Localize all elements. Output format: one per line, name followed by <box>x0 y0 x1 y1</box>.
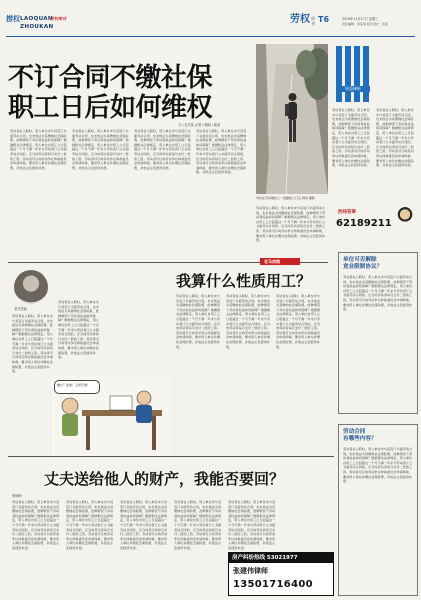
ad-phone: 13501716400 <box>233 579 313 590</box>
masthead <box>0 0 421 40</box>
vertical-tag: 权益倾听 <box>336 86 370 92</box>
side-qa1-title-1: 单位可否解除 <box>343 257 377 263</box>
hotline-box <box>336 206 416 246</box>
section-label: 劳权 <box>290 14 310 25</box>
article3-col-2: 劳动者在入职时，用人单位未与其签订书面劳动合同，也未依法为其缴纳社会保险费，此种情况下劳动者权益如何保障？根据相关法律规定，用人单位自用工之日起超过一个月不满一年未与劳动者订立书面劳动合同的，应当向劳动者每月支付二倍的工资。劳动者可以向劳动争议仲裁委员会申请仲裁，要求用人单位补缴社会保险费，并依法主张经济补偿。 <box>66 500 114 550</box>
hotline-label: 热线答事 <box>338 210 356 215</box>
section-sub: 周刊 <box>311 16 315 26</box>
blue-stripe-4 <box>363 46 369 102</box>
brand-en-line1: LAOQUAN <box>20 16 53 22</box>
ad-header <box>229 553 333 563</box>
article2-author: 老马答疑 <box>14 307 27 311</box>
author-portrait <box>14 270 48 304</box>
headline-line1: 不订合同不缴社保 <box>8 63 213 93</box>
side-qa2-box <box>338 424 418 596</box>
street-photo-art <box>256 44 328 194</box>
cartoon-illustration <box>52 376 170 456</box>
brand-logo <box>6 15 66 37</box>
section-title <box>290 14 350 28</box>
editor-line: 责任编辑：李某某 版式设计：张某 <box>342 22 388 26</box>
headline-line2: 职工日后如何维权 <box>8 93 213 123</box>
article3-title: 丈夫送给他人的财产，我能否要回？ <box>44 470 285 488</box>
right-article-col-2: 劳动者在入职时，用人单位未与其签订书面劳动合同，也未依法为其缴纳社会保险费，此种情况下劳动者权益如何保障？根据相关法律规定，用人单位自用工之日起超过一个月不满一年未与劳动者订立书面劳动合同的，应当向劳动者每月支付二倍的工资。劳动者可以向劳动争议仲裁委员会申请仲裁，要求用人单位补缴社会保险费，并依法主张经济补偿。 <box>376 108 414 168</box>
side-qa1-title-2: 竞业限制协议？ <box>343 264 383 270</box>
ad-brand: 张建伟律师 <box>233 567 268 575</box>
cartoon-bubble-text: 嫌少？拒绝！合同无效！ <box>57 383 91 387</box>
side-qa1-body: 劳动者在入职时，用人单位未与其签订书面劳动合同，也未依法为其缴纳社会保险费，此种情况下劳动者权益如何保障？根据相关法律规定，用人单位自用工之日起超过一个月不满一年未与劳动者订立书面劳动合同的，应当向劳动者每月支付二倍的工资。劳动者可以向劳动争议仲裁委员会申请仲裁，要求用人单位补缴社会保险费，并依法主张经济补偿。 <box>343 275 413 312</box>
street-photo <box>256 44 328 194</box>
lead-article-col-1: 劳动者在入职时，用人单位未与其签订书面劳动合同，也未依法为其缴纳社会保险费，此种情况下劳动者权益如何保障？根据相关法律规定，用人单位自用工之日起超过一个月不满一年未与劳动者订立书面劳动合同的，应当向劳动者每月支付二倍的工资。劳动者可以向劳动争议仲裁委员会申请仲裁，要求用人单位补缴社会保险费，并依法主张经济补偿。 <box>10 129 67 170</box>
blue-stripe-3 <box>354 46 360 102</box>
side-qa1-box <box>338 252 418 414</box>
article2-col-1: 劳动者在入职时，用人单位未与其签订书面劳动合同，也未依法为其缴纳社会保险费，此种情况下劳动者权益如何保障？根据相关法律规定，用人单位自用工之日起超过一个月不满一年未与劳动者订立书面劳动合同的，应当向劳动者每月支付二倍的工资。劳动者可以向劳动争议仲裁委员会申请仲裁，要求用人单位补缴社会保险费，并依法主张经济补偿。 <box>12 314 53 374</box>
photo-side-text: 劳动者在入职时，用人单位未与其签订书面劳动合同，也未依法为其缴纳社会保险费，此种情况下劳动者权益如何保障？根据相关法律规定，用人单位自用工之日起超过一个月不满一年未与劳动者订立书面劳动合同的，应当向劳动者每月支付二倍的工资。劳动者可以向劳动争议仲裁委员会申请仲裁，要求用人单位补缴社会保险费，并依法主张经济补偿。 <box>256 206 326 243</box>
brand-cn: 捞权 <box>6 15 20 23</box>
headline-block <box>8 64 248 124</box>
article3-col-1: 劳动者在入职时，用人单位未与其签订书面劳动合同，也未依法为其缴纳社会保险费，此种情况下劳动者权益如何保障？根据相关法律规定，用人单位自用工之日起超过一个月不满一年未与劳动者订立书面劳动合同的，应当向劳动者每月支付二倍的工资。劳动者可以向劳动争议仲裁委员会申请仲裁，要求用人单位补缴社会保险费，并依法主张经济补偿。 <box>12 500 60 550</box>
blue-stripe-2 <box>345 46 351 102</box>
bottom-rule <box>8 456 334 457</box>
article3-col-3: 劳动者在入职时，用人单位未与其签订书面劳动合同，也未依法为其缴纳社会保险费，此种情况下劳动者权益如何保障？根据相关法律规定，用人单位自用工之日起超过一个月不满一年未与劳动者订立书面劳动合同的，应当向劳动者每月支付二倍的工资。劳动者可以向劳动争议仲裁委员会申请仲裁，要求用人单位补缴社会保险费，并依法主张经济补偿。 <box>120 500 168 550</box>
brand-red-seal: 劳权周刊 <box>50 16 66 21</box>
lead-article-col-2: 劳动者在入职时，用人单位未与其签订书面劳动合同，也未依法为其缴纳社会保险费，此种情况下劳动者权益如何保障？根据相关法律规定，用人单位自用工之日起超过一个月不满一年未与劳动者订立书面劳动合同的，应当向劳动者每月支付二倍的工资。劳动者可以向劳动争议仲裁委员会申请仲裁，要求用人单位补缴社会保险费，并依法主张经济补偿。 <box>72 129 129 170</box>
hotline-number: 62189211 <box>336 218 392 229</box>
brand-en-line2: ZHOUKAN <box>20 24 54 30</box>
masthead-rule <box>6 36 415 37</box>
hotline-mascot <box>396 206 414 230</box>
article3-col-5: 劳动者在入职时，用人单位未与其签订书面劳动合同，也未依法为其缴纳社会保险费，此种情况下劳动者权益如何保障？根据相关法律规定，用人单位自用工之日起超过一个月不满一年未与劳动者订立书面劳动合同的，应当向劳动者每月支付二倍的工资。劳动者可以向劳动争议仲裁委员会申请仲裁，要求用人单位补缴社会保险费，并依法主张经济补偿。 <box>228 500 276 550</box>
lead-article-col-3: 劳动者在入职时，用人单位未与其签订书面劳动合同，也未依法为其缴纳社会保险费，此种情况下劳动者权益如何保障？根据相关法律规定，用人单位自用工之日起超过一个月不满一年未与劳动者订立书面劳动合同的，应当向劳动者每月支付二倍的工资。劳动者可以向劳动争议仲裁委员会申请仲裁，要求用人单位补缴社会保险费，并依法主张经济补偿。 <box>134 129 191 170</box>
date-line: 2019年11月27日 星期三 <box>342 17 379 21</box>
side-qa2-body: 劳动者在入职时，用人单位未与其签订书面劳动合同，也未依法为其缴纳社会保险费，此种情况下劳动者权益如何保障？根据相关法律规定，用人单位自用工之日起超过一个月不满一年未与劳动者订立书面劳动合同的，应当向劳动者每月支付二倍的工资。劳动者可以向劳动争议仲裁委员会申请仲裁，要求用人单位补缴社会保险费，并依法主张经济补偿。 <box>343 447 413 484</box>
side-qa2-title-1: 劳动合同 <box>343 429 366 435</box>
article2-col-2: 劳动者在入职时，用人单位未与其签订书面劳动合同，也未依法为其缴纳社会保险费，此种情况下劳动者权益如何保障？根据相关法律规定，用人单位自用工之日起超过一个月不满一年未与劳动者订立书面劳动合同的，应当向劳动者每月支付二倍的工资。劳动者可以向劳动争议仲裁委员会申请仲裁，要求用人单位补缴社会保险费，并依法主张经济补偿。 <box>58 300 99 360</box>
side-qa2-title-2: 有哪些内容？ <box>343 436 377 442</box>
columnist-header <box>260 258 300 265</box>
article2-col-4: 劳动者在入职时，用人单位未与其签订书面劳动合同，也未依法为其缴纳社会保险费，此种情况下劳动者权益如何保障？根据相关法律规定，用人单位自用工之日起超过一个月不满一年未与劳动者订立书面劳动合同的，应当向劳动者每月支付二倍的工资。劳动者可以向劳动争议仲裁委员会申请仲裁，要求用人单位补缴社会保险费，并依法主张经济补偿。 <box>226 294 271 349</box>
article2-col-5: 劳动者在入职时，用人单位未与其签订书面劳动合同，也未依法为其缴纳社会保险费，此种情况下劳动者权益如何保障？根据相关法律规定，用人单位自用工之日起超过一个月不满一年未与劳动者订立书面劳动合同的，应当向劳动者每月支付二倍的工资。劳动者可以向劳动争议仲裁委员会申请仲裁，要求用人单位补缴社会保险费，并依法主张经济补偿。 <box>276 294 321 349</box>
blue-stripe-1 <box>336 46 342 102</box>
article3-col-4: 劳动者在入职时，用人单位未与其签订书面劳动合同，也未依法为其缴纳社会保险费，此种情况下劳动者权益如何保障？根据相关法律规定，用人单位自用工之日起超过一个月不满一年未与劳动者订立书面劳动合同的，应当向劳动者每月支付二倍的工资。劳动者可以向劳动争议仲裁委员会申请仲裁，要求用人单位补缴社会保险费，并依法主张经济补偿。 <box>174 500 222 550</box>
photo-caption: 市民在劳动维权上一段路程上行走 韩某 摄影 <box>256 196 315 200</box>
right-article-col-1: 劳动者在入职时，用人单位未与其签订书面劳动合同，也未依法为其缴纳社会保险费，此种情况下劳动者权益如何保障？根据相关法律规定，用人单位自用工之日起超过一个月不满一年未与劳动者订立书面劳动合同的，应当向劳动者每月支付二倍的工资。劳动者可以向劳动争议仲裁委员会申请仲裁，要求用人单位补缴社会保险费，并依法主张经济补偿。 <box>332 108 370 168</box>
article3-author: 张律师 <box>12 494 22 498</box>
cartoon-speech-bubble <box>54 380 100 394</box>
lawyer-ad <box>228 552 334 596</box>
article2-title: 我算什么性质用工？ <box>176 272 312 290</box>
page-number: T6 <box>318 15 330 24</box>
headline-byline: 文 / 孔庆某 记者 / 韩丽 / 新某 <box>178 123 221 127</box>
ad-line1: 房产纠纷热线 53021977 <box>232 555 298 561</box>
columnist-header-label: 老马信箱 <box>264 259 280 264</box>
lead-article-col-4: 劳动者在入职时，用人单位未与其签订书面劳动合同，也未依法为其缴纳社会保险费，此种情况下劳动者权益如何保障？根据相关法律规定，用人单位自用工之日起超过一个月不满一年未与劳动者订立书面劳动合同的，应当向劳动者每月支付二倍的工资。劳动者可以向劳动争议仲裁委员会申请仲裁，要求用人单位补缴社会保险费，并依法主张经济补偿。 <box>196 129 247 175</box>
article2-col-3: 劳动者在入职时，用人单位未与其签订书面劳动合同，也未依法为其缴纳社会保险费，此种情况下劳动者权益如何保障？根据相关法律规定，用人单位自用工之日起超过一个月不满一年未与劳动者订立书面劳动合同的，应当向劳动者每月支付二倍的工资。劳动者可以向劳动争议仲裁委员会申请仲裁，要求用人单位补缴社会保险费，并依法主张经济补偿。 <box>176 294 221 349</box>
